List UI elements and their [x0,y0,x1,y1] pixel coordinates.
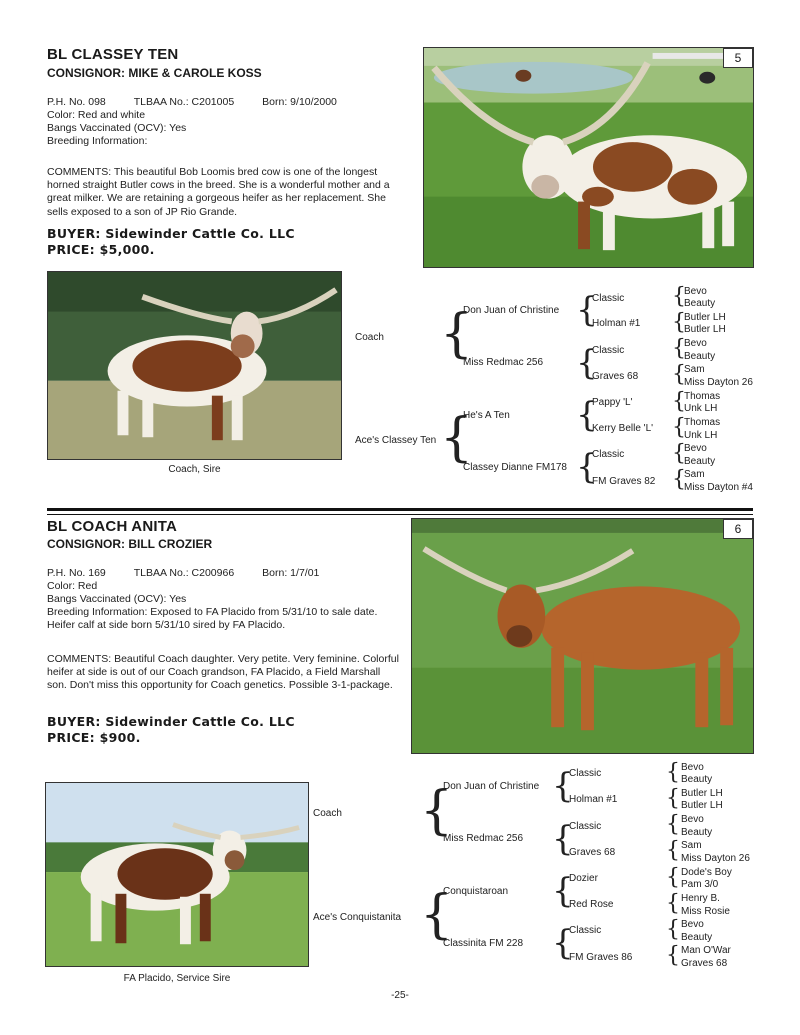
pedigree-gen4: Bevo [684,286,707,297]
born-date: Born: 9/10/2000 [262,96,337,108]
pedigree-gen4: Graves 68 [681,958,728,969]
lot-number: 5 [723,48,753,68]
pedigree-gen4: Sam [684,469,705,480]
pedigree-gen4: Beauty [684,456,716,467]
breeding-line: Breeding Information: Exposed to FA Placido from 5/31/10 to sale date. Heifer calf at side born 5/31/10 sired by FA Placido. [47,606,378,631]
pedigree-gen2: Conquistaroan [443,886,509,897]
pedigree-gen4: Beauty [681,932,713,943]
brace-icon: { [576,343,598,383]
pedigree-gen4: Sam [681,840,702,851]
bangs-line: Bangs Vaccinated (OCV): Yes [47,122,187,134]
pedigree-gen4: Bevo [681,814,704,825]
pedigree-gen3: Graves 68 [592,371,639,382]
pedigree-gen4: Bevo [681,919,704,930]
brace-icon: { [666,838,680,863]
brace-icon: { [666,786,680,811]
pedigree-gen2: Don Juan of Christine [443,781,540,792]
pedigree-gen3: Holman #1 [569,794,618,805]
pedigree-gen3: Pappy 'L' [592,397,633,408]
consignor: CONSIGNOR: MIKE & CAROLE KOSS [47,66,262,80]
brace-icon: { [552,871,574,911]
pedigree-gen4: Bevo [684,338,707,349]
brace-icon: { [672,441,686,466]
brace-icon: { [666,865,680,890]
brace-icon: { [672,336,686,361]
cow-photo [423,47,754,268]
brace-icon: { [672,310,686,335]
pedigree-gen3: Kerry Belle 'L' [592,423,654,434]
brace-icon: { [420,885,454,945]
sire-photo [45,782,309,967]
lot-number: 6 [723,519,753,539]
pedigree-sire: Coach [313,808,342,819]
pedigree-gen4: Henry B. [681,893,720,904]
pedigree-gen3: FM Graves 86 [569,952,633,963]
brace-icon: { [440,408,474,468]
cow-photo [411,518,754,754]
pedigree-gen4: Butler LH [684,324,726,335]
pedigree-gen3: Classic [592,293,625,304]
pedigree-gen3: FM Graves 82 [592,476,656,487]
pedigree-gen4: Sam [684,364,705,375]
pedigree-gen4: Beauty [684,351,716,362]
brace-icon: { [576,447,598,487]
lot-title: BL CLASSEY TEN [47,46,179,63]
brace-icon: { [666,812,680,837]
bangs-line: Bangs Vaccinated (OCV): Yes [47,593,187,605]
pedigree-gen2: Classinita FM 228 [443,938,524,949]
pedigree-gen4: Bevo [681,762,704,773]
price-line: PRICE: $900. [47,730,141,745]
ph-number: P.H. No. 169 [47,567,106,579]
buyer-line: BUYER: Sidewinder Cattle Co. LLC [47,714,295,729]
color-line: Color: Red and white [47,109,146,121]
pedigree-gen4: Butler LH [684,312,726,323]
comments: COMMENTS: This beautiful Bob Loomis bred cow is one of the longest horned straight Butler cows in the breed. She is a wonderful mother and a great milker. We are retaining a gorgeous heifer as her replacement. She sells exposed to a son of JP Rio Grande. [47,166,390,218]
pedigree-gen2: Classey Dianne FM178 [463,462,567,473]
brace-icon: { [440,304,474,364]
animal-info [47,567,399,632]
brace-icon: { [576,290,598,330]
consignor: CONSIGNOR: BILL CROZIER [47,537,213,551]
pedigree-gen3: Classic [592,345,625,356]
sire-caption: FA Placido, Service Sire [123,973,231,984]
ph-number: P.H. No. 098 [47,96,106,108]
brace-icon: { [552,923,574,963]
buyer-line: BUYER: Sidewinder Cattle Co. LLC [47,226,295,241]
pedigree-gen3: Classic [569,925,602,936]
section-divider [47,508,753,511]
pedigree-gen2: Don Juan of Christine [463,305,560,316]
pedigree-gen3: Classic [569,768,602,779]
pedigree-gen3: Dozier [569,873,598,884]
lot-title: BL COACH ANITA [47,518,178,535]
pedigree-gen2: Miss Redmac 256 [443,833,524,844]
sire-photo [47,271,342,460]
brace-icon: { [672,467,686,492]
pedigree-gen2: Miss Redmac 256 [463,357,544,368]
pedigree-gen3: Classic [569,821,602,832]
brace-icon: { [672,284,686,309]
pedigree-gen3: Red Rose [569,899,614,910]
pedigree-gen4: Man O'War [681,945,731,956]
brace-icon: { [552,766,574,806]
pedigree-gen4: Dode's Boy [681,867,732,878]
pedigree-dam: Ace's Classey Ten [355,435,437,446]
section-divider [47,514,753,515]
brace-icon: { [420,781,454,841]
pedigree-gen3: Classic [592,449,625,460]
pedigree-gen4: Miss Dayton 26 [681,853,750,864]
page-number: -25- [391,990,409,1001]
pedigree-sire: Coach [355,332,384,343]
sire-caption: Coach, Sire [168,464,221,475]
tlbaa-number: TLBAA No.: C200966 [133,567,235,579]
brace-icon: { [666,943,680,968]
pedigree-gen3: Graves 68 [569,847,616,858]
pedigree-gen4: Miss Rosie [681,906,730,917]
brace-icon: { [666,891,680,916]
born-date: Born: 1/7/01 [262,567,320,579]
pedigree-gen3: Holman #1 [592,318,641,329]
color-line: Color: Red [47,580,98,592]
pedigree-dam: Ace's Conquistanita [313,912,402,923]
pedigree-gen4: Beauty [681,774,713,785]
breeding-line: Breeding Information: [47,135,148,147]
pedigree-gen4: Thomas [684,417,721,428]
pedigree-gen4: Butler LH [681,800,723,811]
brace-icon: { [666,760,680,785]
brace-icon: { [672,415,686,440]
brace-icon: { [672,389,686,414]
pedigree-gen4: Miss Dayton #4 [684,482,753,493]
pedigree-gen4: Butler LH [681,788,723,799]
tlbaa-number: TLBAA No.: C201005 [133,96,235,108]
pedigree-gen4: Bevo [684,443,707,454]
animal-info [47,96,417,148]
pedigree-gen4: Beauty [681,827,713,838]
pedigree-gen2: He's A Ten [463,410,510,421]
pedigree-gen4: Beauty [684,298,716,309]
pedigree-gen4: Miss Dayton 26 [684,377,753,388]
pedigree-gen4: Pam 3/0 [681,879,719,890]
price-line: PRICE: $5,000. [47,242,155,257]
comments: COMMENTS: Beautiful Coach daughter. Very petite. Very feminine. Colorful heifer at side is out of our Coach grandson, FA Placido, a Field Marshall son. Don't miss this opportunity for Coach genetics. Possible 3-1-package. [47,653,399,692]
brace-icon: { [672,362,686,387]
pedigree-gen4: Unk LH [684,403,718,414]
brace-icon: { [576,395,598,435]
pedigree-gen4: Thomas [684,391,721,402]
brace-icon: { [666,917,680,942]
pedigree-gen4: Unk LH [684,430,718,441]
brace-icon: { [552,819,574,859]
